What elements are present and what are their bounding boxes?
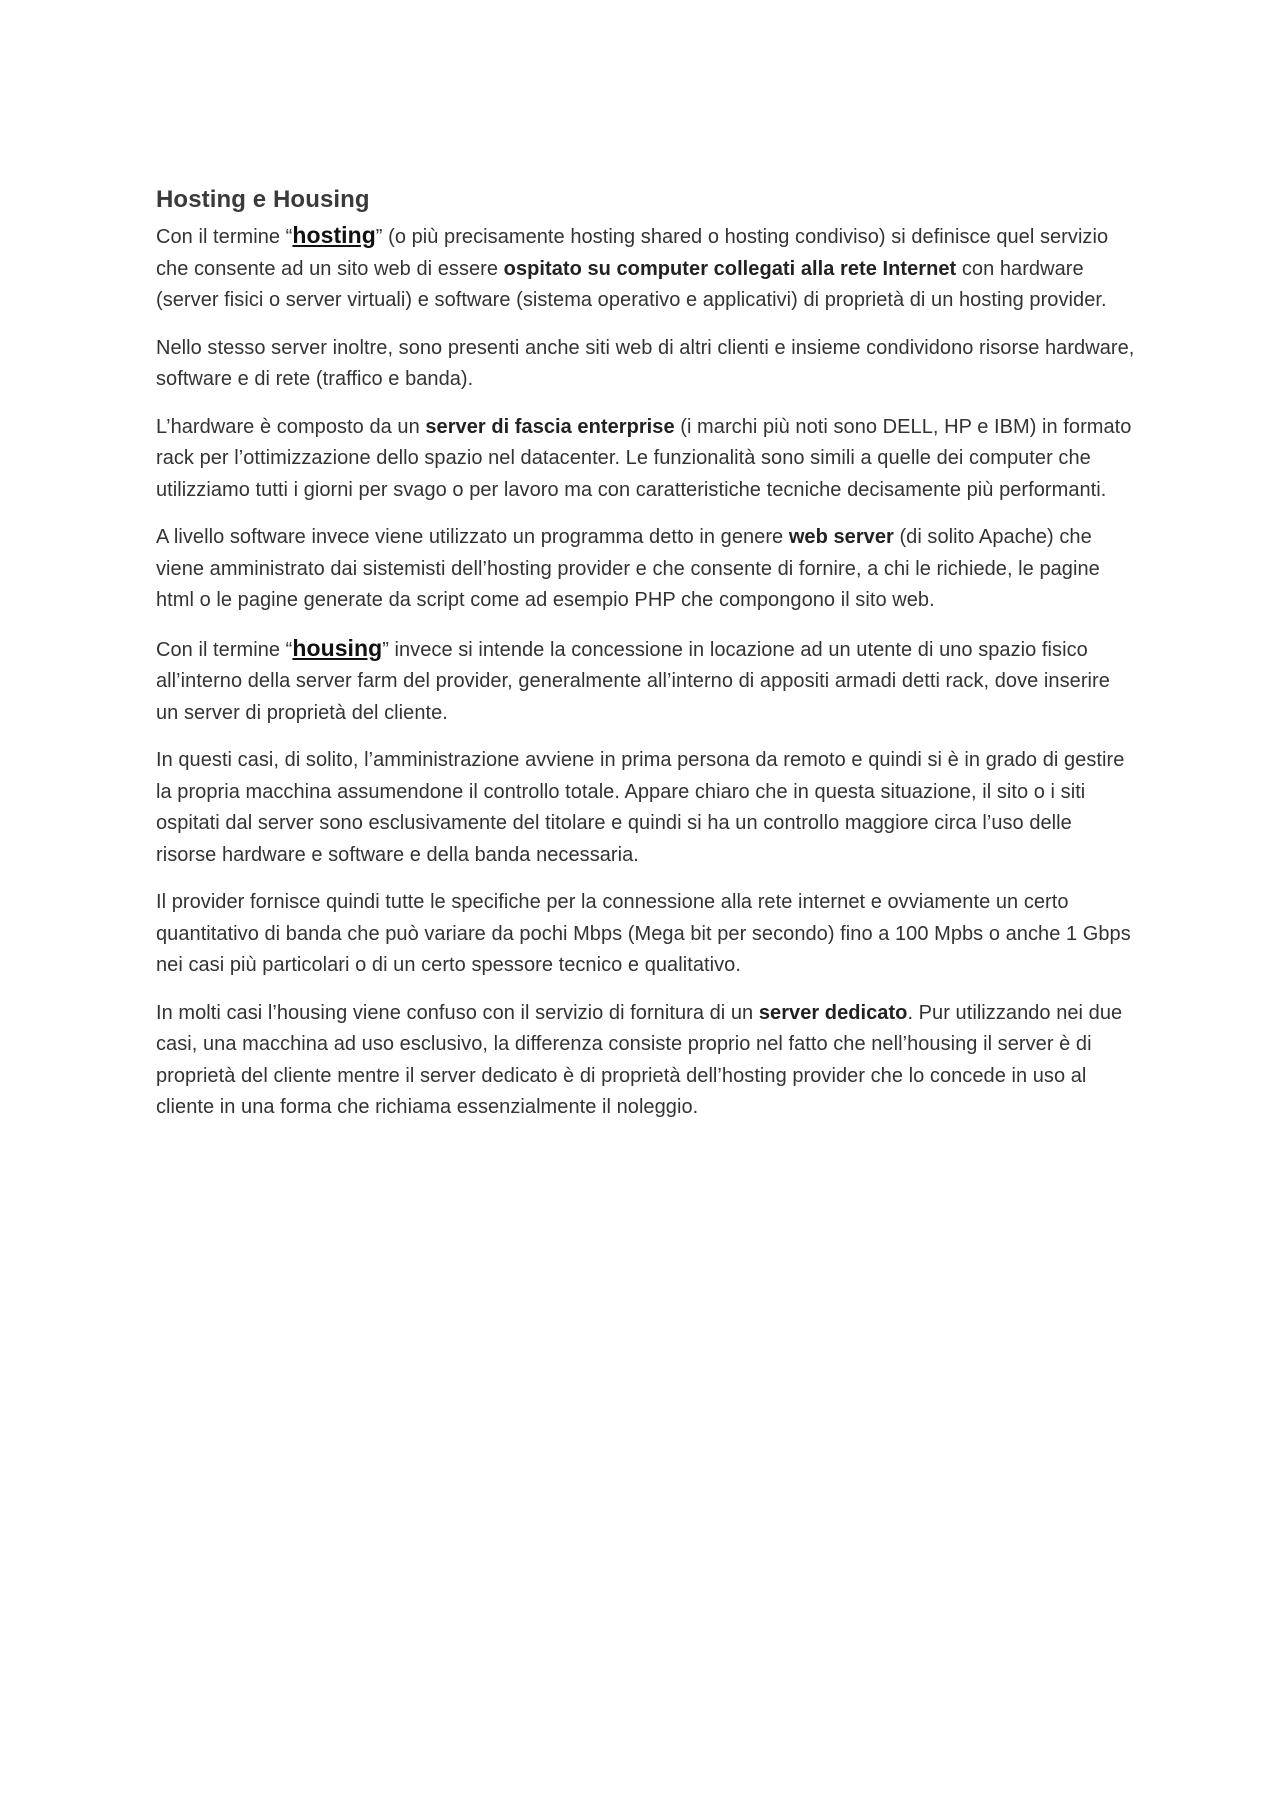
document-body bbox=[156, 184, 1136, 1140]
paragraph-8 bbox=[156, 998, 1136, 1124]
paragraph-2 bbox=[156, 333, 1136, 396]
text-run: In questi casi, di solito, l’amministrazione avviene in prima persona da remoto e quindi si è in grado di gestire la propria macchina assumendone il controllo totale. Appare chiaro che in questa situazione, il sito o i siti ospitati dal server sono esclusivamente del titolare e quindi si ha un controllo maggiore circa l’uso delle risorse hardware e software e della banda necessaria. bbox=[156, 749, 1125, 866]
bold-text: web server bbox=[788, 526, 894, 548]
text-run: Con il termine “ bbox=[156, 226, 293, 248]
text-run: A livello software invece viene utilizzato un programma detto in genere bbox=[156, 526, 789, 548]
key-term: hosting bbox=[292, 222, 376, 248]
text-run: . Pur utilizzando nei due casi, una macchina ad uso esclusivo, la differenza consiste proprio nel fatto che nell’housing il server è di proprietà del cliente mentre il server dedicato è di proprietà dell’hosting provider che lo concede in uso al cliente in una forma che richiama essenzialmente il noleggio. bbox=[156, 1001, 1123, 1118]
paragraph-6 bbox=[156, 745, 1136, 871]
text-run: Con il termine “ bbox=[156, 638, 293, 661]
bold-text: ospitato su computer collegati alla rete Internet bbox=[503, 257, 957, 280]
text-run: con hardware (server fisici o server virtuali) e software (sistema operativo e applicativi) di proprietà di un hosting provider. bbox=[156, 257, 1107, 311]
bold-text: server di fascia enterprise bbox=[425, 415, 675, 438]
text-run: In molti casi l’housing viene confuso con il servizio di fornitura di un bbox=[156, 1001, 759, 1024]
paragraph-7 bbox=[156, 887, 1136, 982]
text-run: ” (o più precisamente hosting shared o hosting condiviso) si definisce quel servizio che consente ad un sito web di essere bbox=[156, 226, 1109, 280]
paragraph-3 bbox=[156, 412, 1136, 507]
text-run: Il provider fornisce quindi tutte le specifiche per la connessione alla rete internet e ovviamente un certo quantitativo di banda che può variare da pochi Mbps (Mega bit per secondo) fino a 100 Mpbs o anche 1 Gbps nei casi più particolari o di un certo spessore tecnico e qualitativo. bbox=[156, 891, 1131, 976]
text-run: (i marchi più noti sono DELL, HP e IBM) in formato rack per l’ottimizzazione dello spazio nel datacenter. Le funzionalità sono simili a quelle dei computer che utilizziamo tutti i giorni per svago o per lavoro ma con caratteristiche tecniche decisamente più performanti. bbox=[156, 415, 1132, 501]
document-title: Hosting e Housing bbox=[156, 186, 370, 213]
paragraph-5 bbox=[156, 633, 1136, 730]
paragraph-list bbox=[156, 220, 1136, 1124]
key-term: housing bbox=[292, 634, 383, 661]
bold-text: server dedicato bbox=[758, 1001, 908, 1024]
paragraph-4 bbox=[156, 522, 1136, 617]
paragraph-1 bbox=[156, 220, 1136, 317]
text-run: L’hardware è composto da un bbox=[156, 415, 426, 438]
text-run: (di solito Apache) che viene amministrato dai sistemisti dell’hosting provider e che consente di fornire, a chi le richiede, le pagine html o le pagine generate da script come ad esempio PHP che compongono il sito web. bbox=[156, 526, 1100, 611]
text-run: Nello stesso server inoltre, sono presenti anche siti web di altri clienti e insieme condividono risorse hardware, software e di rete (traffico e banda). bbox=[156, 336, 1135, 390]
text-run: ” invece si intende la concessione in locazione ad un utente di uno spazio fisico all’interno della server farm del provider, generalmente all’interno di appositi armadi detti rack, dove inserire un server di proprietà del cliente. bbox=[156, 638, 1110, 724]
